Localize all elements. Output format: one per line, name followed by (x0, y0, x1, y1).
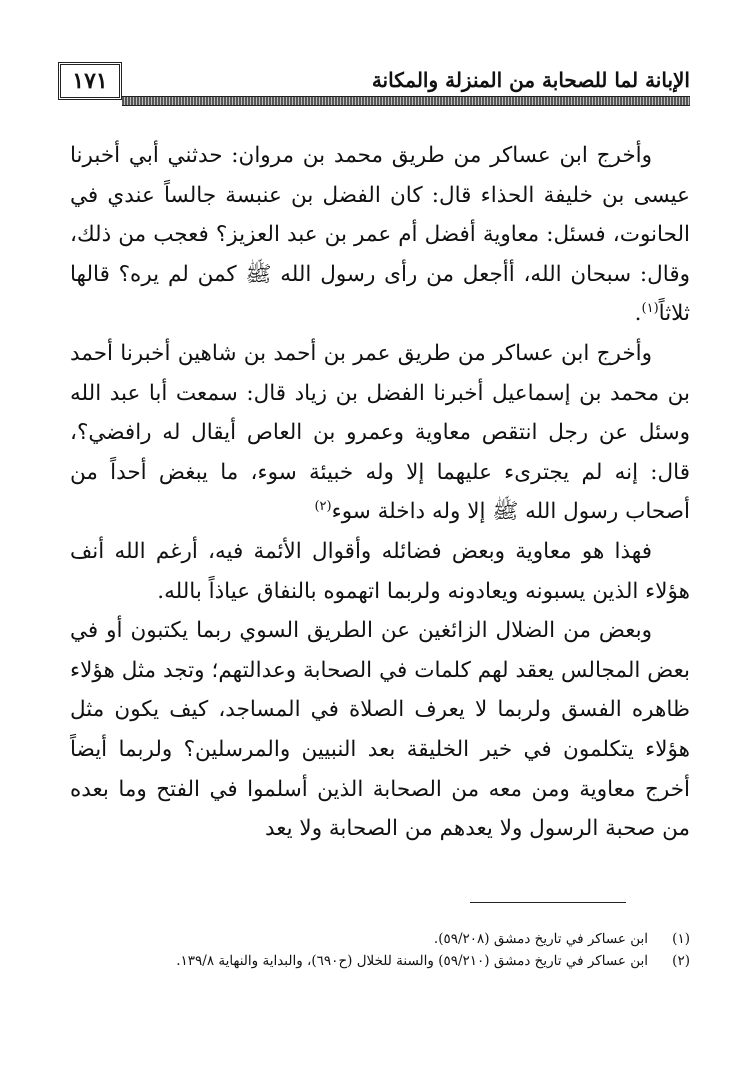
header-rule (122, 96, 690, 106)
paragraph (70, 334, 690, 532)
footnote-ref[interactable]: (٢) (314, 499, 332, 515)
footnote (64, 928, 690, 950)
footnote-number: (١) (672, 931, 690, 947)
page-number: ١٧١ (72, 68, 108, 94)
footnote (64, 950, 690, 972)
paragraph-text: وأخرج ابن عساكر من طريق عمر بن أحمد بن شاهين أخبرنا أحمد بن محمد بن إسماعيل أخبرنا الفضل بن زياد قال: سمعت أبا عبد الله وسئل عن رجل انتقص معاوية وعمرو بن العاص أيقال له رافضي؟، قال: إنه لم يجترىء عليهما إلا وله خبيئة سوء، ما يبغض أحداً من أصحاب رسول الله ﷺ إلا وله داخلة سوء (70, 340, 690, 525)
footnotes (64, 928, 690, 972)
footnote-text: ابن عساكر في تاريخ دمشق (٥٩/٢٠٨). (433, 931, 648, 947)
footnote-text: ابن عساكر في تاريخ دمشق (٥٩/٢١٠) والسنة للخلال (ح٦٩٠)، والبداية والنهاية ١٣٩/٨. (176, 953, 648, 969)
paragraph-tail: . (634, 301, 642, 327)
main-text (70, 136, 690, 849)
paragraph (70, 532, 690, 611)
paragraph (70, 611, 690, 849)
page-header (58, 62, 690, 110)
paragraph-text: فهذا هو معاوية وبعض فضائله وأقوال الأئمة فيه، أرغم الله أنف هؤلاء الذين يسبونه ويعادونه ولربما اتهموه بالنفاق عياذاً بالله. (70, 538, 690, 604)
running-title: الإبانة لما للصحابة من المنزلة والمكانة (371, 68, 690, 92)
footnote-separator (470, 902, 626, 903)
footnote-ref[interactable]: (١) (641, 301, 659, 317)
paragraph-text: وأخرج ابن عساكر من طريق محمد بن مروان: حدثني أبي أخبرنا عيسى بن خليفة الحذاء قال: كان الفضل بن عنبسة جالساً عندي في الحانوت، فسئل: معاوية أفضل أم عمر بن عبد العزيز؟ فعجب من ذلك، وقال: سبحان الله، أأجعل من رأى رسول الله ﷺ كمن لم يره؟ قالها ثلاثاً (70, 143, 690, 327)
footnote-number: (٢) (672, 953, 690, 969)
paragraph-text: وبعض من الضلال الزائغين عن الطريق السوي ربما يكتبون أو في بعض المجالس يعقد لهم كلمات في الصحابة وعدالتهم؛ وتجد مثل هؤلاء ظاهره الفسق ولربما لا يعرف الصلاة في المساجد، كيف يكون مثل هؤلاء يتكلمون في خير الخليقة بعد النبيين والمرسلين؟ ولربما أيضاً أخرج معاوية ومن معه من الصحابة الذين أسلموا في الفتح وما بعده من صحبة الرسول ولا يعدهم من الصحابة ولا يعد (70, 618, 690, 842)
paragraph (70, 136, 690, 334)
page-number-box (58, 62, 122, 100)
